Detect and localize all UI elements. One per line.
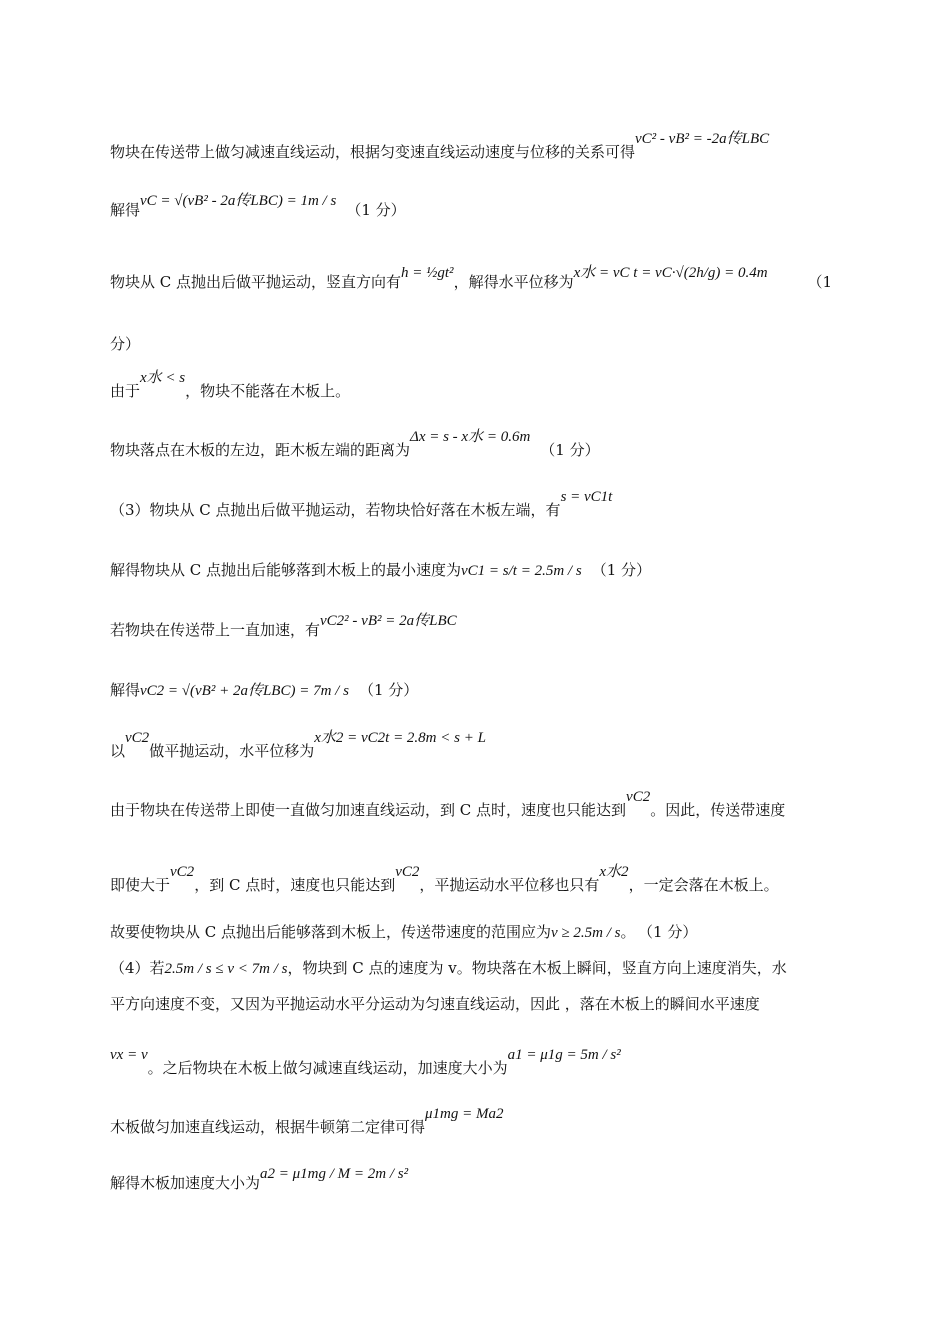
line-4	[110, 334, 140, 354]
math-formula: vC2	[125, 730, 150, 746]
math-formula: v ≥ 2.5m / s	[551, 925, 621, 941]
line-18	[110, 1106, 504, 1138]
line-text: （4）若	[110, 959, 165, 977]
line-11	[110, 730, 486, 762]
line-text: 即使大于	[110, 876, 171, 894]
line-text: （3）物块从 C 点抛出后做平抛运动，若物块恰好落在木板左端，有	[110, 501, 561, 519]
line-text: 分）	[110, 335, 141, 353]
line-text: 解得	[110, 681, 141, 699]
math-formula: a2 = μ1mg / M = 2m / s²	[260, 1166, 409, 1182]
line-text-2: ，到 C 点时，速度也只能达到	[194, 876, 396, 894]
line-9	[110, 613, 457, 641]
line-text: 木板做匀加速直线运动，根据牛顿第二定律可得	[110, 1118, 426, 1136]
math-formula: vC2	[170, 864, 195, 880]
line-text: 若物块在传送带上一直加速，有	[110, 621, 321, 639]
line-text: 解得物块从 C 点抛出后能够落到木板上的最小速度为	[110, 561, 462, 579]
math-formula-2: x水2 = vC2t = 2.8m < s + L	[314, 730, 486, 746]
math-formula: 2.5m / s ≤ v < 7m / s	[164, 961, 288, 977]
line-1	[110, 131, 770, 163]
line-16	[110, 994, 760, 1014]
line-text-2: 。	[620, 923, 636, 941]
math-formula: vC2	[626, 789, 651, 805]
line-text-2: 做平抛运动，水平位移为	[149, 742, 315, 760]
line-8	[110, 560, 651, 581]
line-text-2: 。之后物块在木板上做匀减速直线运动，加速度大小为	[147, 1059, 508, 1077]
line-text-2: 。因此，传送带速度	[650, 801, 786, 819]
math-formula: vC = √(vB² - 2a传LBC) = 1m / s	[140, 193, 337, 209]
math-formula: vC2² - vB² = 2a传LBC	[320, 613, 457, 629]
line-text-3: ，平抛运动水平位移也只有	[419, 876, 600, 894]
line-19	[110, 1166, 409, 1194]
score-note: （1	[807, 273, 832, 291]
math-formula-2: a1 = μ1g = 5m / s²	[507, 1047, 621, 1063]
line-6	[110, 429, 600, 461]
score-note: （1 分）	[645, 923, 698, 941]
line-text: 解得	[110, 201, 141, 219]
math-formula: Δx = s - x水 = 0.6m	[410, 429, 531, 445]
line-text: 以	[110, 742, 126, 760]
score-note: （1 分）	[591, 561, 651, 579]
line-text: 物块在传送带上做匀减速直线运动，根据匀变速直线运动速度与位移的关系可得	[110, 143, 636, 161]
line-text-2: ，物块不能落在木板上。	[185, 382, 351, 400]
line-text: 由于	[110, 382, 141, 400]
line-3	[110, 265, 832, 293]
math-formula: vC2 = √(vB² + 2a传LBC) = 7m / s	[140, 683, 349, 699]
line-text: 物块从 C 点抛出后做平抛运动，竖直方向有	[110, 273, 402, 291]
line-2	[110, 193, 406, 221]
line-15	[110, 958, 787, 979]
math-formula: vx = v	[110, 1047, 148, 1063]
math-formula: s = vC1t	[560, 489, 613, 505]
line-text: 由于物块在传送带上即使一直做匀加速直线运动，到 C 点时，速度也只能达到	[110, 801, 627, 819]
line-5	[110, 370, 351, 402]
math-formula-2: x水 = vC t = vC·√(2h/g) = 0.4m	[573, 265, 768, 281]
line-10	[110, 680, 418, 701]
score-note: （1 分）	[540, 441, 600, 459]
math-formula: x水 < s	[140, 370, 186, 386]
line-14	[110, 922, 697, 943]
score-note: （1 分）	[346, 201, 406, 219]
math-formula: h = ½gt²	[401, 265, 454, 281]
line-text: 故要使物块从 C 点抛出后能够落到木板上，传送带速度的范围应为	[110, 923, 552, 941]
line-12	[110, 789, 786, 821]
line-7	[110, 489, 613, 521]
math-formula: vC1 = s/t = 2.5m / s	[461, 563, 582, 579]
math-formula: vC² - vB² = -2a传LBC	[635, 131, 770, 147]
line-text-2: ，物块到 C 点的速度为 v。物块落在木板上瞬间，竖直方向上速度消失，水	[287, 959, 787, 977]
math-formula-3: x水2	[599, 864, 629, 880]
score-note: （1 分）	[358, 681, 419, 699]
math-formula: μ1mg = Ma2	[425, 1106, 504, 1122]
line-17	[110, 1047, 621, 1079]
math-formula-2: vC2	[395, 864, 420, 880]
line-text-4: ，一定会落在木板上。	[628, 876, 779, 894]
line-text: 物块落点在木板的左边，距木板左端的距离为	[110, 441, 411, 459]
line-13	[110, 864, 779, 896]
line-text: 平方向速度不变，又因为平抛运动水平分运动为匀速直线运动，因此 ，落在木板上的瞬间水平速度	[110, 995, 760, 1013]
line-text: 解得木板加速度大小为	[110, 1174, 261, 1192]
line-text-2: ，解得水平位移为	[453, 273, 574, 291]
